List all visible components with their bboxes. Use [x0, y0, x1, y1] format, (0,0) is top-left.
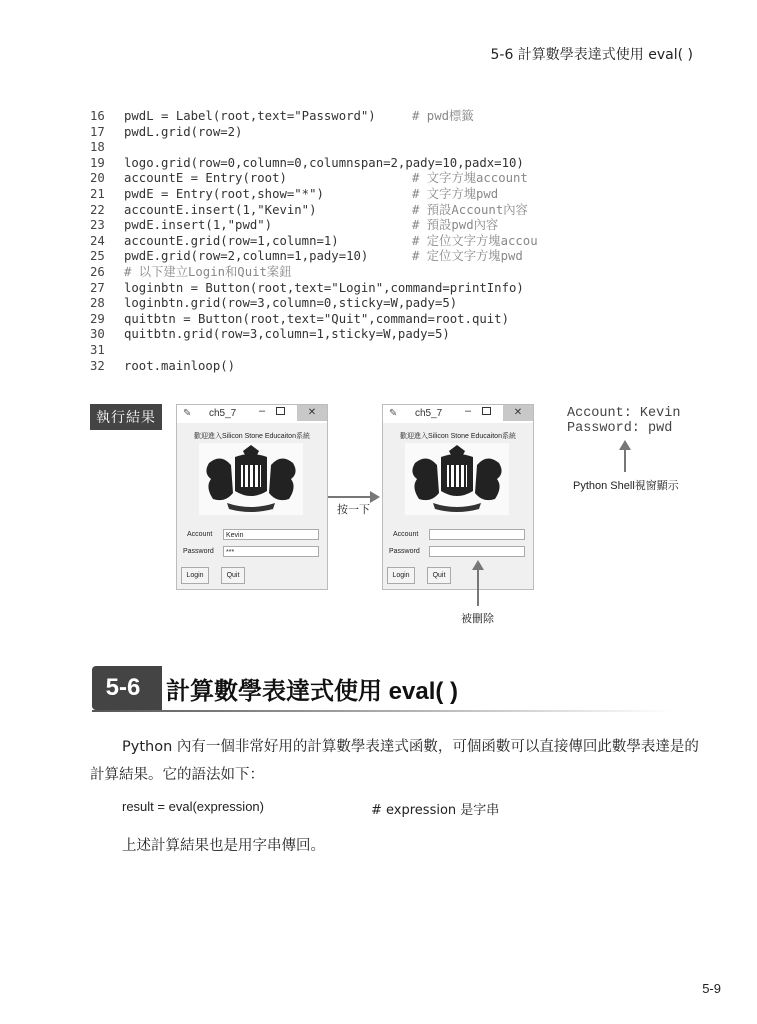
- arrow-line: [477, 568, 479, 606]
- account-label: Account: [393, 531, 419, 538]
- crest-logo: [199, 443, 303, 515]
- code-text: # 以下建立Login和Quit案鈕: [124, 264, 292, 279]
- crest-logo: [405, 443, 509, 515]
- code-text: root.mainloop(): [124, 358, 236, 373]
- line-number: 18: [90, 140, 105, 155]
- password-label: Password: [389, 548, 420, 555]
- line-number: 20: [90, 171, 105, 186]
- line-number: 27: [90, 280, 105, 295]
- arrow-right-icon: [370, 491, 380, 503]
- close-icon[interactable]: ✕: [297, 405, 327, 421]
- line-number: 22: [90, 202, 105, 217]
- code-comment: # 文字方塊account: [412, 171, 528, 186]
- window-title: ch5_7: [415, 408, 443, 419]
- code-listing: [90, 109, 538, 374]
- code-text: pwdE.grid(row=2,column=1,pady=10): [124, 249, 369, 264]
- syntax-code: result = eval(expression): [122, 799, 264, 814]
- code-comment: # pwd標籤: [412, 109, 474, 123]
- code-line: [90, 281, 524, 297]
- password-entry[interactable]: ***: [223, 546, 319, 557]
- code-text: quitbtn = Button(root,text="Quit",command=root.quit): [124, 311, 509, 326]
- code-line: [90, 156, 524, 172]
- code-line: [90, 140, 524, 156]
- code-line: [90, 109, 524, 125]
- result-label: 執行結果: [90, 404, 162, 430]
- welcome-label: 歡迎進入Silicon Stone Educaiton系統: [400, 433, 516, 440]
- code-text: loginbtn.grid(row=3,column=0,sticky=W,pady=5): [124, 296, 458, 311]
- login-button[interactable]: Login: [387, 567, 415, 584]
- account-label: Account: [187, 531, 213, 538]
- account-entry[interactable]: [429, 529, 525, 540]
- window-titlebar: [177, 405, 327, 423]
- code-line: [90, 265, 524, 281]
- password-entry[interactable]: [429, 546, 525, 557]
- code-text: accountE.grid(row=1,column=1): [124, 233, 339, 248]
- code-comment: # 文字方塊pwd: [412, 186, 499, 201]
- code-line: [90, 249, 524, 265]
- code-line: [90, 233, 538, 250]
- arrow-up-icon: [619, 440, 631, 450]
- line-number: 29: [90, 311, 105, 326]
- line-number: 25: [90, 249, 105, 264]
- section-badge-tail: [154, 666, 162, 710]
- code-text: pwdL.grid(row=2): [124, 124, 243, 139]
- arrow-up-icon: [472, 560, 484, 570]
- line-number: 24: [90, 233, 105, 248]
- body-paragraph-2: 上述計算結果也是用字串傳回。: [122, 838, 325, 854]
- syntax-comment: # expression 是字串: [371, 803, 500, 818]
- quit-button[interactable]: Quit: [221, 567, 245, 584]
- page-number: 5-9: [702, 981, 721, 996]
- maximize-icon[interactable]: [482, 407, 491, 415]
- code-comment: # 預設pwd內容: [412, 218, 499, 233]
- window-titlebar: [383, 405, 533, 423]
- code-line: [90, 171, 528, 187]
- line-number: 17: [90, 124, 105, 139]
- feather-icon: ✎: [183, 408, 192, 419]
- deleted-note: 被刪除: [461, 613, 494, 625]
- code-text: logo.grid(row=0,column=0,columnspan=2,pady=10,padx=10): [124, 155, 524, 170]
- line-number: 16: [90, 109, 105, 123]
- code-line: [90, 312, 524, 328]
- maximize-icon[interactable]: [276, 407, 285, 415]
- code-comment: # 預設Account內容: [412, 202, 528, 217]
- section-number: 5-6: [92, 666, 154, 710]
- code-text: pwdL = Label(root,text="Password"): [124, 109, 376, 123]
- section-rule: [92, 710, 672, 712]
- minimize-icon[interactable]: –: [465, 405, 472, 417]
- code-line: [90, 343, 524, 359]
- code-text: pwdE.insert(1,"pwd"): [124, 218, 273, 233]
- line-number: 19: [90, 155, 105, 170]
- arrow-line: [328, 496, 372, 498]
- line-number: 32: [90, 358, 105, 373]
- code-text: accountE = Entry(root): [124, 171, 287, 186]
- code-line: [90, 202, 528, 219]
- code-text: accountE.insert(1,"Kevin"): [124, 202, 317, 217]
- click-note: 按一下: [337, 504, 370, 516]
- close-icon[interactable]: ✕: [503, 405, 533, 421]
- shell-note: Python Shell視窗顯示: [573, 480, 679, 492]
- line-number: 26: [90, 264, 105, 279]
- code-line: [90, 327, 524, 343]
- line-number: 21: [90, 186, 105, 201]
- login-button[interactable]: Login: [181, 567, 209, 584]
- minimize-icon[interactable]: –: [259, 405, 266, 417]
- tk-window-before: [176, 404, 328, 590]
- code-text: pwdE = Entry(root,show="*"): [124, 186, 324, 201]
- code-line: [90, 187, 524, 203]
- welcome-label: 歡迎進入Silicon Stone Educaiton系統: [194, 433, 310, 440]
- shell-line: Password: pwd: [567, 421, 673, 436]
- line-number: 30: [90, 327, 105, 342]
- quit-button[interactable]: Quit: [427, 567, 451, 584]
- code-line: [90, 218, 524, 234]
- window-title: ch5_7: [209, 408, 237, 419]
- line-number: 31: [90, 342, 105, 357]
- line-number: 23: [90, 218, 105, 233]
- code-line: [90, 359, 524, 375]
- shell-output: [567, 406, 680, 436]
- code-comment: # 定位文字方塊pwd: [412, 249, 523, 264]
- feather-icon: ✎: [389, 408, 398, 419]
- code-text: loginbtn = Button(root,text="Login",command=printInfo): [124, 280, 524, 295]
- code-text: quitbtn.grid(row=3,column=1,sticky=W,pady=5): [124, 327, 450, 342]
- paragraph-text: Python 內有一個非常好用的計算數學表達式函數，可個函數可以直接傳回此數學表達是的計算結果。它的語法如下：: [90, 739, 699, 783]
- body-paragraph: [90, 733, 700, 789]
- running-header: 5-6 計算數學表達式使用 eval( ): [490, 47, 693, 63]
- shell-line: Account: Kevin: [567, 406, 681, 421]
- code-line: [90, 125, 524, 141]
- arrow-line: [624, 448, 626, 472]
- section-title: 計算數學表達式使用 eval( ): [166, 678, 459, 705]
- password-label: Password: [183, 548, 214, 555]
- tk-window-after: [382, 404, 534, 590]
- code-comment: # 定位文字方塊accou: [412, 233, 538, 248]
- code-line: [90, 296, 524, 312]
- account-entry[interactable]: Kevin: [223, 529, 319, 540]
- line-number: 28: [90, 296, 105, 311]
